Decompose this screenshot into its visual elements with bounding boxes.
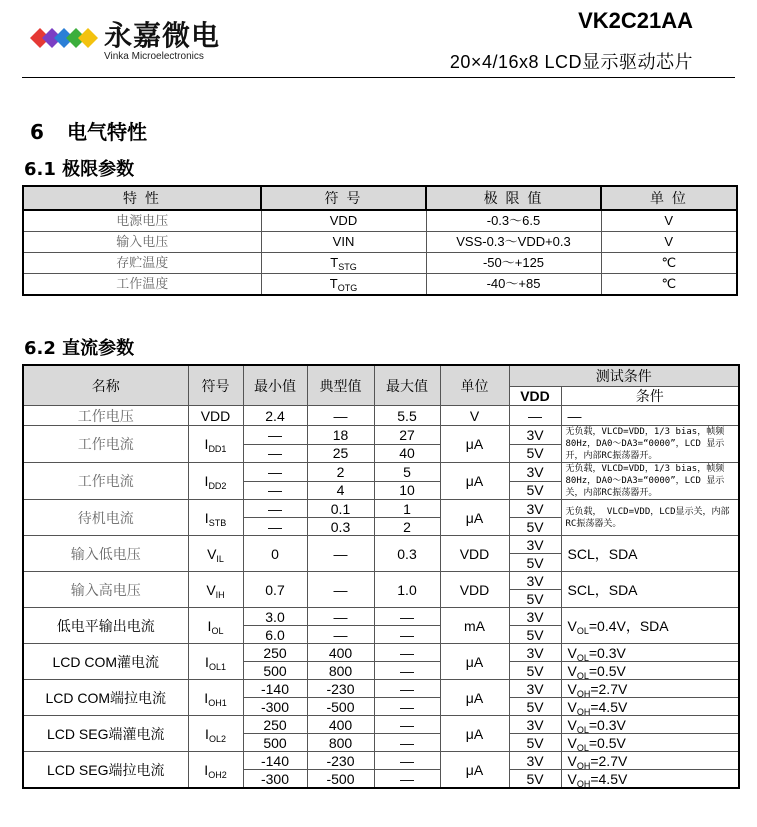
param-min: — xyxy=(243,444,307,463)
param-typ: 800 xyxy=(307,734,374,752)
param-max: — xyxy=(374,626,440,644)
col-header: 条件 xyxy=(561,387,739,406)
param-min: 0.7 xyxy=(243,572,307,608)
param-min: -300 xyxy=(243,698,307,716)
col-header: 单 位 xyxy=(601,186,737,210)
document-title: VK2C21AA xyxy=(578,8,693,33)
test-vdd: 5V xyxy=(509,698,561,716)
test-vdd: 5V xyxy=(509,662,561,680)
param-typ: — xyxy=(307,626,374,644)
param-name: 输入高电压 xyxy=(23,572,188,608)
test-condition: $V_{OH}=4.5V$ xyxy=(561,698,739,716)
param-max: — xyxy=(374,752,440,770)
param-name: LCD COM端拉电流 xyxy=(23,680,188,716)
test-condition: 无负载，VLCD=VDD，1/3 bias，帧频80Hz，DA0～DA3=“0000”，LCD 显示关，内部RC振荡器开。 xyxy=(561,463,739,500)
param-unit: mA xyxy=(440,608,509,644)
param-min: — xyxy=(243,518,307,536)
test-condition: $V_{OL}=0.5V$ xyxy=(561,662,739,680)
param-unit: VDD xyxy=(440,536,509,572)
test-vdd: 3V xyxy=(509,752,561,770)
table-row xyxy=(23,500,739,518)
vinka-logo xyxy=(30,18,100,58)
param-min: 500 xyxy=(243,662,307,680)
test-condition: $V_{OL}=0.4V$，SDA xyxy=(561,608,739,644)
param-symbol: $I_{OL2}$ xyxy=(188,716,243,752)
param-typ: 400 xyxy=(307,716,374,734)
test-condition: $V_{OH}=4.5V$ xyxy=(561,770,739,789)
param-typ: 25 xyxy=(307,444,374,463)
param-typ: 800 xyxy=(307,662,374,680)
param-min: -140 xyxy=(243,680,307,698)
test-condition: $V_{OL}=0.3V$ xyxy=(561,644,739,662)
param-min: — xyxy=(243,426,307,445)
param-typ: 0.3 xyxy=(307,518,374,536)
param-value: -0.3～6.5 xyxy=(426,210,601,232)
param-name: 存贮温度 xyxy=(23,253,261,274)
param-typ: 4 xyxy=(307,481,374,500)
param-name: 工作电压 xyxy=(23,406,188,426)
test-vdd: 3V xyxy=(509,500,561,518)
table-row xyxy=(23,406,739,426)
test-vdd: 3V xyxy=(509,716,561,734)
section-title: 电气特性 xyxy=(67,120,147,144)
table-row xyxy=(23,572,739,590)
test-condition: $V_{OL}=0.5V$ xyxy=(561,734,739,752)
param-name: LCD COM灌电流 xyxy=(23,644,188,680)
param-min: 3.0 xyxy=(243,608,307,626)
test-condition: — xyxy=(561,406,739,426)
test-vdd: 5V xyxy=(509,481,561,500)
test-vdd: 5V xyxy=(509,734,561,752)
brand-name-en: Vinka Microelectronics xyxy=(104,51,204,62)
dc-params-table xyxy=(22,364,740,789)
table-row xyxy=(23,426,739,445)
param-max: 40 xyxy=(374,444,440,463)
param-unit: V xyxy=(440,406,509,426)
param-max: 27 xyxy=(374,426,440,445)
param-unit: ℃ xyxy=(601,274,737,296)
test-vdd: 5V xyxy=(509,518,561,536)
col-header: 测试条件 xyxy=(509,365,739,387)
abs-max-heading: 6.1 极限参数 xyxy=(24,159,135,180)
param-typ: 18 xyxy=(307,426,374,445)
param-symbol: $V_{IH}$ xyxy=(188,572,243,608)
dc-params-heading: 6.2 直流参数 xyxy=(24,338,135,359)
param-min: 0 xyxy=(243,536,307,572)
header-divider xyxy=(22,77,735,78)
param-symbol: $I_{DD2}$ xyxy=(188,463,243,500)
table-header-row xyxy=(23,365,739,387)
param-name: 电源电压 xyxy=(23,210,261,232)
param-min: — xyxy=(243,500,307,518)
param-unit: VDD xyxy=(440,572,509,608)
test-condition: SCL，SDA xyxy=(561,572,739,608)
param-name: 工作温度 xyxy=(23,274,261,296)
table-row xyxy=(23,644,739,662)
param-unit: μA xyxy=(440,680,509,716)
param-name: 输入电压 xyxy=(23,232,261,253)
test-condition: $V_{OH}=2.7V$ xyxy=(561,752,739,770)
param-symbol: $I_{OH1}$ xyxy=(188,680,243,716)
param-name: LCD SEG端灌电流 xyxy=(23,716,188,752)
param-max: 5.5 xyxy=(374,406,440,426)
test-condition: $V_{OH}=2.7V$ xyxy=(561,680,739,698)
param-min: -140 xyxy=(243,752,307,770)
param-max: — xyxy=(374,698,440,716)
param-symbol: VDD xyxy=(188,406,243,426)
test-vdd: 3V xyxy=(509,680,561,698)
param-symbol: $V_{IL}$ xyxy=(188,536,243,572)
param-typ: — xyxy=(307,536,374,572)
section-heading xyxy=(30,116,147,145)
test-vdd: 5V xyxy=(509,554,561,572)
param-min: -300 xyxy=(243,770,307,789)
param-symbol: $T_{OTG}$ xyxy=(261,274,426,296)
test-vdd: 3V xyxy=(509,608,561,626)
param-unit: V xyxy=(601,232,737,253)
test-vdd: — xyxy=(509,406,561,426)
param-unit: μA xyxy=(440,644,509,680)
param-name: 待机电流 xyxy=(23,500,188,536)
param-max: — xyxy=(374,734,440,752)
param-symbol: VDD xyxy=(261,210,426,232)
param-typ: 0.1 xyxy=(307,500,374,518)
col-header: VDD xyxy=(509,387,561,406)
param-typ: — xyxy=(307,572,374,608)
param-symbol: $T_{STG}$ xyxy=(261,253,426,274)
param-max: 2 xyxy=(374,518,440,536)
param-typ: 2 xyxy=(307,463,374,482)
table-row xyxy=(23,463,739,482)
param-symbol: $I_{STB}$ xyxy=(188,500,243,536)
param-min: — xyxy=(243,463,307,482)
test-vdd: 5V xyxy=(509,626,561,644)
param-typ: -230 xyxy=(307,752,374,770)
table-row xyxy=(23,680,739,698)
param-value: VSS-0.3～VDD+0.3 xyxy=(426,232,601,253)
col-header: 单位 xyxy=(440,365,509,406)
param-max: — xyxy=(374,662,440,680)
param-name: 工作电流 xyxy=(23,463,188,500)
col-header: 特 性 xyxy=(23,186,261,210)
param-min: 250 xyxy=(243,716,307,734)
table-row xyxy=(23,210,737,232)
document-subtitle: 20×4/16x8 LCD显示驱动芯片 xyxy=(449,52,693,72)
param-name: LCD SEG端拉电流 xyxy=(23,752,188,789)
param-symbol: $I_{OH2}$ xyxy=(188,752,243,789)
col-header: 符号 xyxy=(188,365,243,406)
table-row xyxy=(23,274,737,296)
test-condition: SCL，SDA xyxy=(561,536,739,572)
param-unit: μA xyxy=(440,426,509,463)
param-typ: 400 xyxy=(307,644,374,662)
table-row xyxy=(23,608,739,626)
param-symbol: VIN xyxy=(261,232,426,253)
test-vdd: 5V xyxy=(509,590,561,608)
col-header: 最小值 xyxy=(243,365,307,406)
test-vdd: 3V xyxy=(509,463,561,482)
param-typ: — xyxy=(307,608,374,626)
param-min: 250 xyxy=(243,644,307,662)
col-header: 名称 xyxy=(23,365,188,406)
param-unit: μA xyxy=(440,500,509,536)
table-row xyxy=(23,536,739,554)
col-header: 极 限 值 xyxy=(426,186,601,210)
param-max: 1.0 xyxy=(374,572,440,608)
col-header: 最大值 xyxy=(374,365,440,406)
param-min: — xyxy=(243,481,307,500)
abs-max-table xyxy=(22,185,738,296)
param-symbol: $I_{DD1}$ xyxy=(188,426,243,463)
param-unit: μA xyxy=(440,752,509,789)
test-vdd: 3V xyxy=(509,426,561,445)
param-max: — xyxy=(374,770,440,789)
test-vdd: 5V xyxy=(509,770,561,789)
param-unit: V xyxy=(601,210,737,232)
param-min: 6.0 xyxy=(243,626,307,644)
param-max: 10 xyxy=(374,481,440,500)
param-min: 500 xyxy=(243,734,307,752)
table-row xyxy=(23,716,739,734)
param-max: — xyxy=(374,608,440,626)
col-header: 典型值 xyxy=(307,365,374,406)
param-typ: -230 xyxy=(307,680,374,698)
param-max: — xyxy=(374,680,440,698)
test-vdd: 5V xyxy=(509,444,561,463)
param-unit: μA xyxy=(440,716,509,752)
param-name: 输入低电压 xyxy=(23,536,188,572)
param-unit: μA xyxy=(440,463,509,500)
param-max: 0.3 xyxy=(374,536,440,572)
param-max: — xyxy=(374,644,440,662)
test-condition: $V_{OL}=0.3V$ xyxy=(561,716,739,734)
test-vdd: 3V xyxy=(509,644,561,662)
test-condition: 无负载， VLCD=VDD，LCD显示关，内部RC振荡器关。 xyxy=(561,500,739,536)
col-header: 符 号 xyxy=(261,186,426,210)
table-row xyxy=(23,253,737,274)
param-min: 2.4 xyxy=(243,406,307,426)
brand-name-cn: 永嘉微电 xyxy=(104,19,221,52)
section-number: 6 xyxy=(30,120,44,144)
param-typ: -500 xyxy=(307,770,374,789)
param-max: 1 xyxy=(374,500,440,518)
param-typ: -500 xyxy=(307,698,374,716)
param-value: -50～+125 xyxy=(426,253,601,274)
param-symbol: $I_{OL}$ xyxy=(188,608,243,644)
test-vdd: 3V xyxy=(509,572,561,590)
param-typ: — xyxy=(307,406,374,426)
param-unit: ℃ xyxy=(601,253,737,274)
param-value: -40～+85 xyxy=(426,274,601,296)
test-condition: 无负载，VLCD=VDD，1/3 bias，帧频80Hz，DA0～DA3=“0000”，LCD 显示开，内部RC振荡器开。 xyxy=(561,426,739,463)
table-row xyxy=(23,752,739,770)
param-name: 低电平输出电流 xyxy=(23,608,188,644)
param-max: — xyxy=(374,716,440,734)
table-header-row xyxy=(23,186,737,210)
param-symbol: $I_{OL1}$ xyxy=(188,644,243,680)
table-row xyxy=(23,232,737,253)
test-vdd: 3V xyxy=(509,536,561,554)
param-name: 工作电流 xyxy=(23,426,188,463)
param-max: 5 xyxy=(374,463,440,482)
